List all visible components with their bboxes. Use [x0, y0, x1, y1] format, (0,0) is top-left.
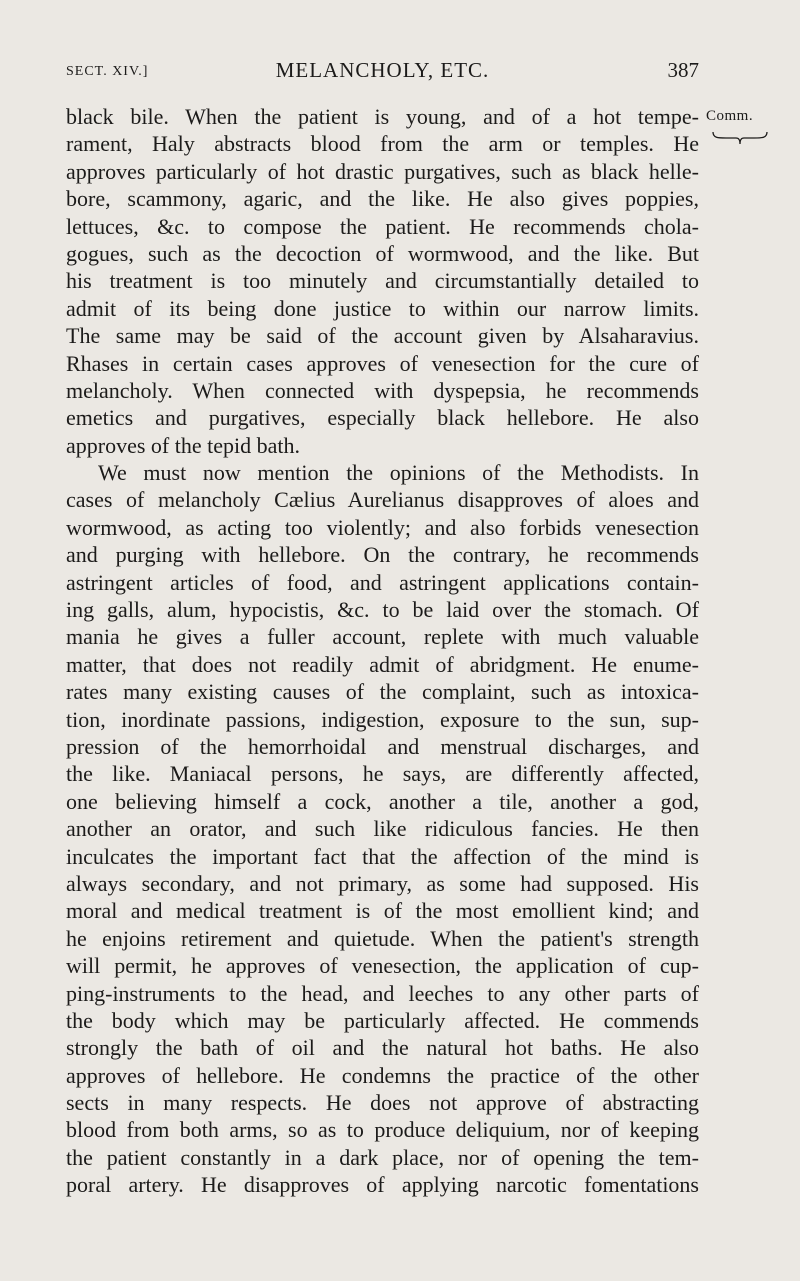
text-line: tion, inordinate passions, indigestion, exposure to the sun, sup-: [66, 706, 699, 732]
text-line: melancholy. When connected with dyspepsia, he recommends: [66, 377, 699, 403]
text-line: wormwood, as acting too violently; and also forbids venesection: [66, 514, 699, 540]
text-line: ing galls, alum, hypocistis, &c. to be laid over the stomach. Of: [66, 597, 699, 623]
page-number: 387: [667, 58, 699, 82]
text-line: inculcates the important fact that the affection of the mind is: [66, 843, 699, 869]
text-line: one believing himself a cock, another a tile, another a god,: [66, 788, 699, 814]
text-line: blood from both arms, so as to produce deliquium, nor of keeping: [66, 1117, 699, 1143]
text-line: ping-instruments to the head, and leeches to any other parts of: [66, 980, 699, 1006]
running-header: [66, 58, 699, 88]
text-line: black bile. When the patient is young, and of a hot tempe-: [66, 104, 699, 129]
text-line: rates many existing causes of the complaint, such as intoxica-: [66, 679, 699, 705]
text-line: the like. Maniacal persons, he says, are differently affected,: [66, 761, 699, 787]
text-line: poral artery. He disapproves of applying narcotic fomentations: [66, 1172, 699, 1198]
text-line: approves of hellebore. He condemns the practice of the other: [66, 1062, 699, 1088]
text-line: another an orator, and such like ridiculous fancies. He then: [66, 816, 699, 842]
text-line: gogues, such as the decoction of wormwood, and the like. But: [66, 240, 699, 266]
text-line: sects in many respects. He does not approve of abstracting: [66, 1090, 699, 1116]
chapter-title: MELANCHOLY, ETC.: [275, 58, 490, 82]
text-line: astringent articles of food, and astringent applications contain-: [66, 569, 699, 595]
text-line: the body which may be particularly affected. He commends: [66, 1007, 699, 1033]
paragraph-2: [66, 459, 699, 1199]
text-line: bore, scammony, agaric, and the like. He also gives poppies,: [66, 186, 699, 212]
paragraph-1: [66, 103, 699, 459]
text-line: pression of the hemorrhoidal and menstrual discharges, and: [66, 733, 699, 759]
text-line: strongly the bath of oil and the natural hot baths. He also: [66, 1035, 699, 1061]
brace-icon: [712, 131, 768, 145]
text-line: always secondary, and not primary, as some had supposed. His: [66, 870, 699, 896]
text-line: Rhases in certain cases approves of venesection for the cure of: [66, 350, 699, 376]
margin-note: Comm.: [706, 108, 754, 124]
text-line: mania he gives a fuller account, replete with much valuable: [66, 624, 699, 650]
text-line: rament, Haly abstracts blood from the arm or temples. He: [66, 131, 699, 157]
text-line: matter, that does not readily admit of abridgment. He enume-: [66, 651, 699, 677]
text-line: admit of its being done justice to within our narrow limits.: [66, 295, 699, 321]
text-line: approves particularly of hot drastic purgatives, such as black helle-: [66, 158, 699, 184]
text-line: his treatment is too minutely and circumstantially detailed to: [66, 268, 699, 294]
text-line: he enjoins retirement and quietude. When the patient's strength: [66, 925, 699, 951]
text-line: We must now mention the opinions of the Methodists. In: [98, 460, 699, 486]
text-line: The same may be said of the account given by Alsaharavius.: [66, 323, 699, 349]
text-line: emetics and purgatives, especially black hellebore. He also: [66, 405, 699, 431]
section-label: SECT. XIV.]: [66, 64, 149, 79]
text-line: lettuces, &c. to compose the patient. He recommends chola-: [66, 213, 699, 239]
text-line: approves of the tepid bath.: [66, 432, 300, 458]
text-line: will permit, he approves of venesection, the application of cup-: [66, 953, 699, 979]
text-line: the patient constantly in a dark place, nor of opening the tem-: [66, 1144, 699, 1170]
text-line: cases of melancholy Cælius Aurelianus disapproves of aloes and: [66, 487, 699, 513]
text-line: and purging with hellebore. On the contrary, he recommends: [66, 542, 699, 568]
text-line: moral and medical treatment is of the most emollient kind; and: [66, 898, 699, 924]
body-text: [66, 103, 699, 1199]
